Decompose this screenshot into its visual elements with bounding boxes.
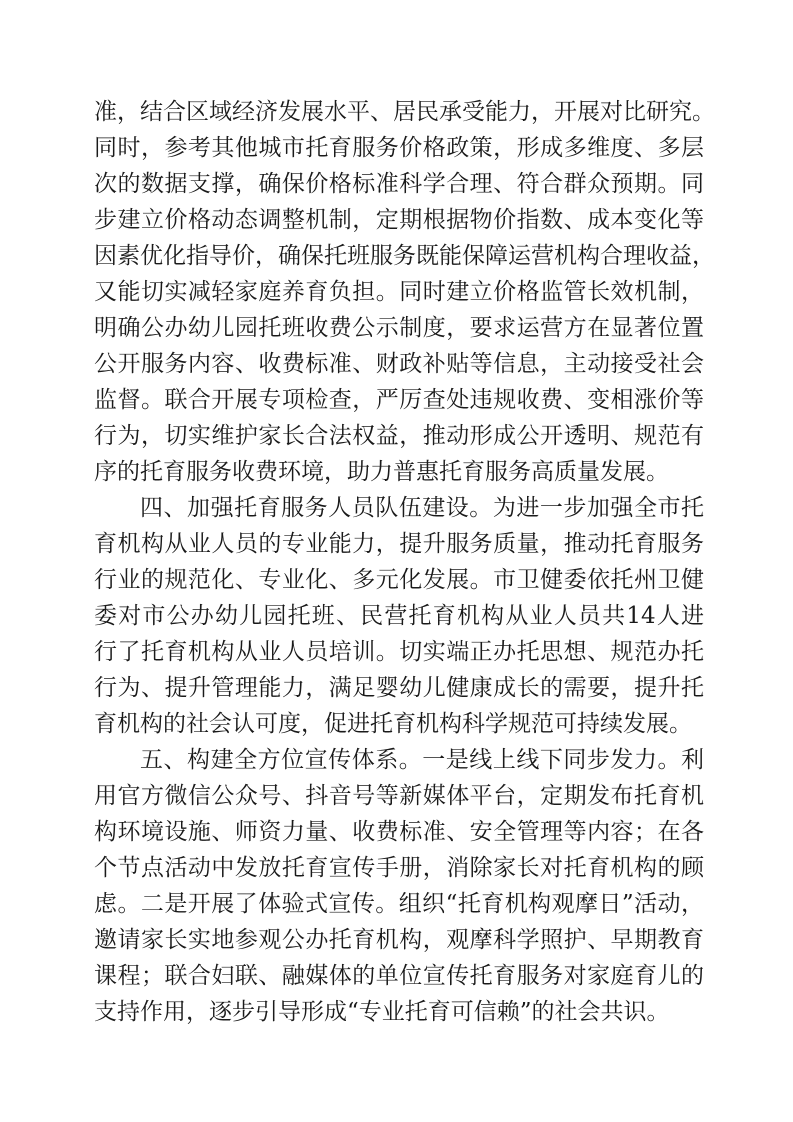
text-line: 公开服务内容、收费标准、财政补贴等信息，主动接受社会 bbox=[94, 351, 704, 377]
text-line: 因素优化指导价，确保托班服务既能保障运营机构合理收益， bbox=[94, 243, 715, 269]
text-line: 又能切实减轻家庭养育负担。同时建立价格监管长效机制， bbox=[94, 279, 704, 305]
text-line: 育机构从业人员的专业能力，提升服务质量，推动托育服务 bbox=[94, 531, 704, 557]
text-line: 虑。二是开展了体验式宣传。组织“托育机构观摩日”活动， bbox=[94, 891, 704, 917]
section-four-heading-line: 四、加强托育服务人员队伍建设。为进一步加强全市托 bbox=[140, 495, 704, 521]
text-line: 次的数据支撑，确保价格标准科学合理、符合群众预期。同 bbox=[94, 171, 704, 197]
text-line: 育机构的社会认可度，促进托育机构科学规范可持续发展。 bbox=[94, 711, 692, 737]
text-line: 行为、提升管理能力，满足婴幼儿健康成长的需要，提升托 bbox=[94, 675, 704, 701]
text-line: 委对市公办幼儿园托班、民营托育机构从业人员共14人进 bbox=[94, 603, 704, 629]
body-text bbox=[94, 94, 715, 1030]
text-line: 准，结合区域经济发展水平、居民承受能力，开展对比研究。 bbox=[94, 99, 715, 125]
text-line: 用官方微信公众号、抖音号等新媒体平台，定期发布托育机 bbox=[94, 783, 704, 809]
text-line: 序的托育服务收费环境，助力普惠托育服务高质量发展。 bbox=[94, 459, 669, 485]
text-line: 行了托育机构从业人员培训。切实端正办托思想、规范办托 bbox=[94, 639, 704, 665]
text-line: 支持作用，逐步引导形成“专业托育可信赖”的社会共识。 bbox=[94, 999, 670, 1025]
text-line: 课程；联合妇联、融媒体的单位宣传托育服务对家庭育儿的 bbox=[94, 963, 704, 989]
text-line: 同时，参考其他城市托育服务价格政策，形成多维度、多层 bbox=[94, 135, 704, 161]
text-line: 明确公办幼儿园托班收费公示制度，要求运营方在显著位置 bbox=[94, 315, 704, 341]
text-line: 步建立价格动态调整机制，定期根据物价指数、成本变化等 bbox=[94, 207, 704, 233]
text-line: 构环境设施、师资力量、收费标准、安全管理等内容；在各 bbox=[94, 819, 704, 845]
text-line: 监督。联合开展专项检查，严厉查处违规收费、变相涨价等 bbox=[94, 387, 704, 413]
text-line: 行业的规范化、专业化、多元化发展。市卫健委依托州卫健 bbox=[94, 567, 704, 593]
text-line: 邀请家长实地参观公办托育机构，观摩科学照护、早期教育 bbox=[94, 927, 704, 953]
text-line: 个节点活动中发放托育宣传手册，消除家长对托育机构的顾 bbox=[94, 855, 704, 881]
text-line: 行为，切实维护家长合法权益，推动形成公开透明、规范有 bbox=[94, 423, 704, 449]
section-five-heading-line: 五、构建全方位宣传体系。一是线上线下同步发力。利 bbox=[140, 747, 704, 773]
